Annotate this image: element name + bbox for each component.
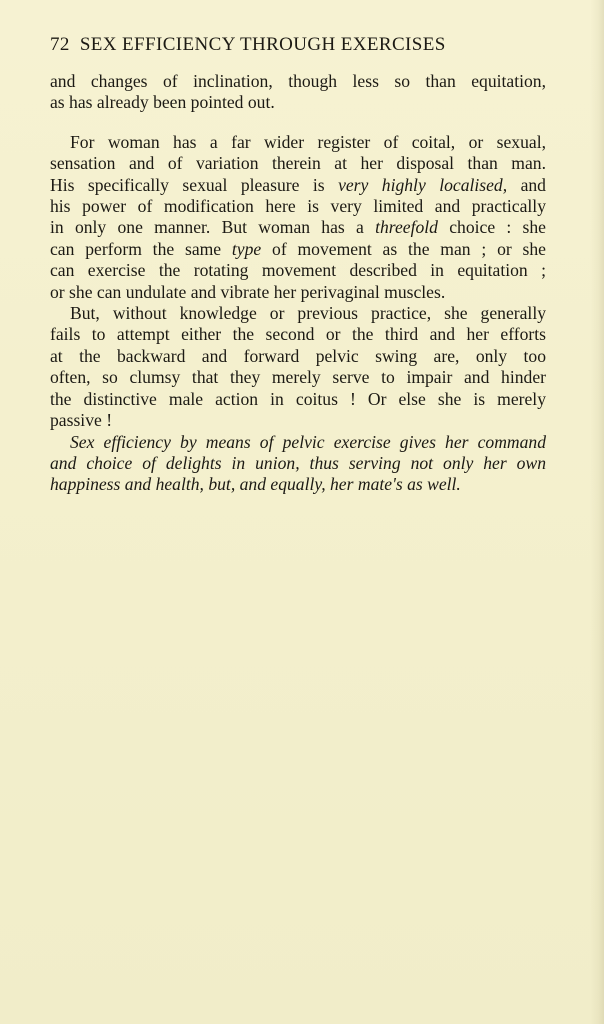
text-run: of movement as the man ; or she: [261, 238, 546, 259]
paragraph: [50, 132, 546, 303]
text-line: [50, 217, 546, 238]
text-line: Sex efficiency by means of pelvic exercise gives her command: [70, 431, 546, 452]
text-line: For woman has a far wider register of coital, or sexual,: [70, 131, 546, 152]
text-line: happiness and health, but, and equally, her mate's as well.: [50, 474, 461, 495]
text-line: his power of modification here is very limited and practically: [50, 196, 546, 217]
text-line: the distinctive male action in coitus ! Or else she is merely: [50, 388, 546, 409]
text-run: His specifically sexual pleasure is: [50, 174, 339, 195]
text-line: as has already been pointed out.: [50, 92, 275, 113]
text-line: [50, 175, 546, 196]
emphasis: very highly localised,: [338, 174, 508, 195]
text-line: or she can undulate and vibrate her perivaginal muscles.: [50, 281, 446, 302]
paragraph-italic: [50, 432, 546, 496]
body-text: [50, 71, 546, 496]
text-line: at the backward and forward pelvic swing are, only too: [50, 345, 546, 366]
running-head: [50, 34, 446, 56]
page-edge-shadow: [590, 0, 604, 1024]
page-number: 72: [50, 34, 70, 55]
text-line: passive !: [50, 410, 113, 431]
text-run: choice : she: [437, 217, 546, 238]
text-line: and choice of delights in union, thus serving not only her own: [50, 452, 546, 473]
text-run: in only one manner. But woman has a: [50, 217, 376, 238]
text-run: and: [507, 174, 546, 195]
text-line: But, without knowledge or previous practice, she generally: [70, 303, 546, 324]
text-run: can perform the same: [50, 238, 232, 259]
text-line: fails to attempt either the second or the third and her efforts: [50, 324, 546, 345]
paragraph-continuation: [50, 71, 546, 114]
running-title: SEX EFFICIENCY THROUGH EXERCISES: [79, 34, 446, 55]
text-line: can exercise the rotating movement described in equitation ;: [50, 260, 546, 281]
text-line: sensation and of variation therein at her disposal than man.: [50, 153, 546, 174]
text-line: and changes of inclination, though less so than equitation,: [50, 71, 546, 91]
text-line: often, so clumsy that they merely serve to impair and hinder: [50, 367, 546, 388]
text-line: [50, 239, 546, 260]
emphasis: threefold: [375, 217, 438, 238]
emphasis: type: [231, 238, 262, 259]
paragraph: [50, 303, 546, 431]
